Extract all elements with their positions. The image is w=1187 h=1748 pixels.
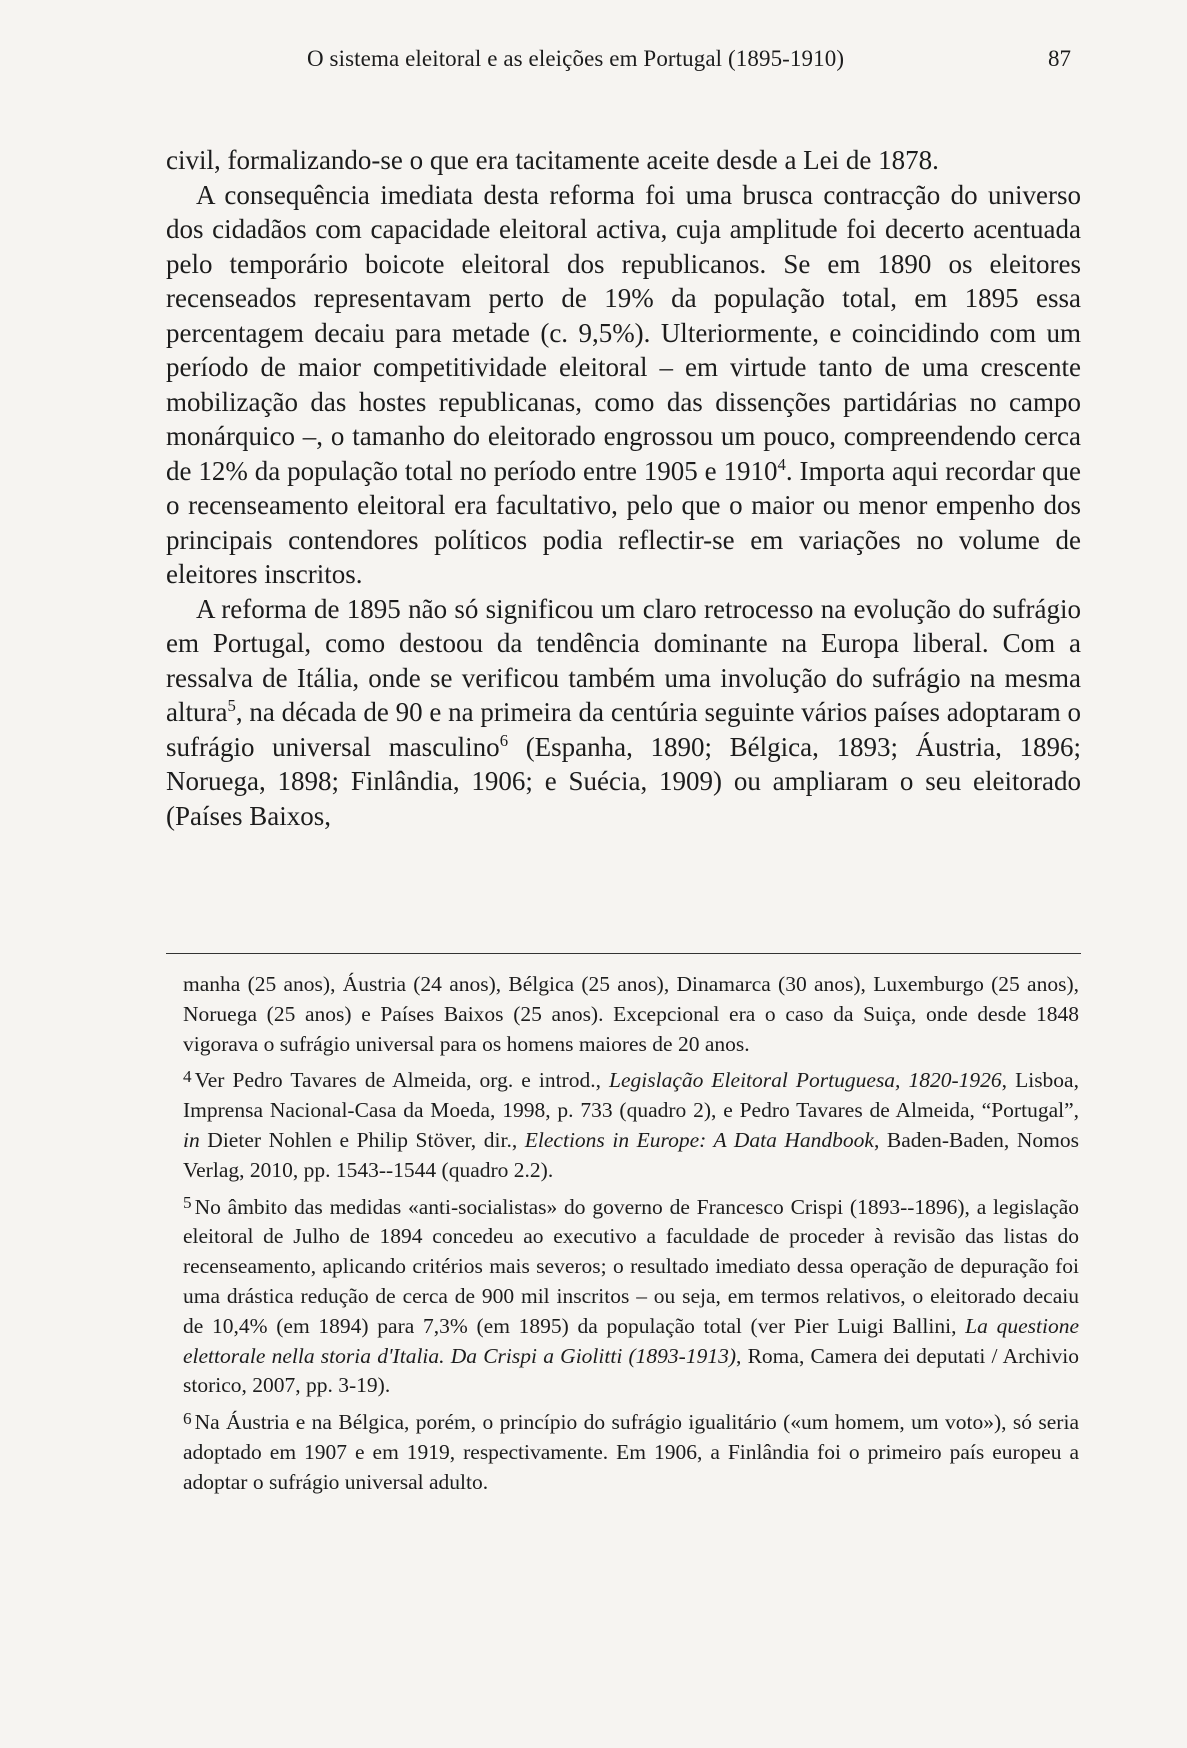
footnotes xyxy=(183,970,1079,1505)
footnote-4-text-a: Ver Pedro Tavares de Almeida, org. e introd., xyxy=(194,1068,610,1093)
footnote-6-number: 6 xyxy=(183,1409,192,1428)
footnote-ref-6: 6 xyxy=(499,730,509,750)
footnote-4-text-d: , Baden-Baden, Nomos Verlag, 2010, pp. 1543--1544 (quadro 2.2). xyxy=(183,1127,1079,1182)
paragraph-2-text-b: . Importa aqui recordar que o recenseamento eleitoral era facultativo, pelo que o maior ou menor empenho dos principais contendores políticos podia reflectir-se em variações no volume de eleitores inscritos. xyxy=(166,455,1081,589)
paragraph-3 xyxy=(166,592,1081,834)
footnote-6 xyxy=(183,1408,1079,1497)
footnote-5-number: 5 xyxy=(183,1193,192,1213)
paragraph-3-text-c: (Espanha, 1890; Bélgica, 1893; Áustria, 1896; Noruega, 1898; Finlândia, 1906; e Suécia, 1909) ou ampliaram o seu eleitorado (Países Baixos, xyxy=(166,731,1081,831)
footnote-3-continuation xyxy=(183,970,1079,1059)
footnote-ref-5: 5 xyxy=(227,695,236,715)
footnote-divider xyxy=(166,953,1081,954)
footnote-4-title-1: Legislação Eleitoral Portuguesa, 1820-1926 xyxy=(609,1068,1002,1093)
paragraph-1-text: civil, formalizando-se o que era tacitamente aceite desde a Lei de 1878. xyxy=(166,145,939,175)
footnote-4 xyxy=(183,1066,1079,1185)
footnote-4-title-2: Elections in Europe: A Data Handbook xyxy=(524,1127,874,1152)
footnote-4-in: in xyxy=(183,1127,200,1152)
footnote-4-text-c: Dieter Nohlen e Philip Stöver, dir., xyxy=(199,1127,525,1152)
running-title: O sistema eleitoral e as eleições em Portugal (1895-1910) xyxy=(307,46,845,71)
footnote-6-text: Na Áustria e na Bélgica, porém, o princípio do sufrágio igualitário («um homem, um voto»), só seria adoptado em 1907 e em 1919, respectivamente. Em 1906, a Finlândia foi o primeiro país europeu a adoptar o sufrágio universal adulto. xyxy=(183,1410,1079,1494)
paragraph-1 xyxy=(166,143,1081,178)
paragraph-3-text-a: A reforma de 1895 não só significou um claro retrocesso na evolução do sufrágio em Portugal, como destoou da tendência dominante na Europa liberal. Com a ressalva de Itália, onde se verificou também uma involução do sufrágio na mesma altura xyxy=(166,593,1081,727)
footnote-4-number: 4 xyxy=(183,1067,192,1087)
footnote-4-text-b: , Lisboa, Imprensa Nacional-Casa da Moeda, 1998, p. 733 (quadro 2), e Pedro Tavares de Almeida, “Portugal”, xyxy=(183,1068,1079,1123)
main-text xyxy=(166,143,1081,833)
footnote-5-text-a: No âmbito das medidas «anti-socialistas» do governo de Francesco Crispi (1893--1896), a legislação eleitoral de Julho de 1894 concedeu ao executivo a faculdade de proceder à revisão das listas do recenseamento, aplicando critérios mais severos; o resultado imediato dessa operação de depuração foi uma drástica redução de cerca de 900 mil inscritos – ou seja, em termos relativos, o eleitorado decaiu de 10,4% (em 1894) para 7,3% (em 1895) da população total (ver Pier Luigi Ballini, xyxy=(183,1194,1079,1338)
footnote-3-text: manha (25 anos), Áustria (24 anos), Bélgica (25 anos), Dinamarca (30 anos), Luxemburgo (25 anos), Noruega (25 anos) e Países Baixos (25 anos). Excepcional era o caso da Suiça, onde desde 1848 vigorava o sufrágio universal para os homens maiores de 20 anos. xyxy=(183,972,1079,1056)
page-header xyxy=(166,46,1081,80)
page-number: 87 xyxy=(1048,46,1071,71)
paragraph-3-text-b: , na década de 90 e na primeira da centúria seguinte vários países adoptaram o sufrágio universal masculino xyxy=(166,697,1081,762)
paragraph-2-text-a: A consequência imediata desta reforma foi uma brusca contracção do universo dos cidadãos com capacidade eleitoral activa, cuja amplitude foi decerto acentuada pelo temporário boicote eleitoral dos republicanos. Se em 1890 os eleitores recenseados representavam perto de 19% da população total, em 1895 essa percentagem decaiu para metade (c. 9,5%). Ulteriormente, e coincidindo com um período de maior competitividade eleitoral – em virtude tanto de uma crescente mobilização das hostes republicanas, como das dissenções partidárias no campo monárquico –, o tamanho do eleitorado engrossou um pouco, compreendendo cerca de 12% da população total no período entre 1905 e 1910 xyxy=(166,179,1081,486)
footnote-5-title: La questione elettorale nella storia d'Italia. Da Crispi a Giolitti (1893-1913) xyxy=(183,1313,1079,1368)
footnote-ref-4: 4 xyxy=(777,454,786,474)
footnote-5-text-b: , Roma, Camera dei deputati / Archivio storico, 2007, pp. 3-19). xyxy=(183,1343,1079,1398)
paragraph-2 xyxy=(166,178,1081,592)
footnote-5 xyxy=(183,1193,1079,1402)
